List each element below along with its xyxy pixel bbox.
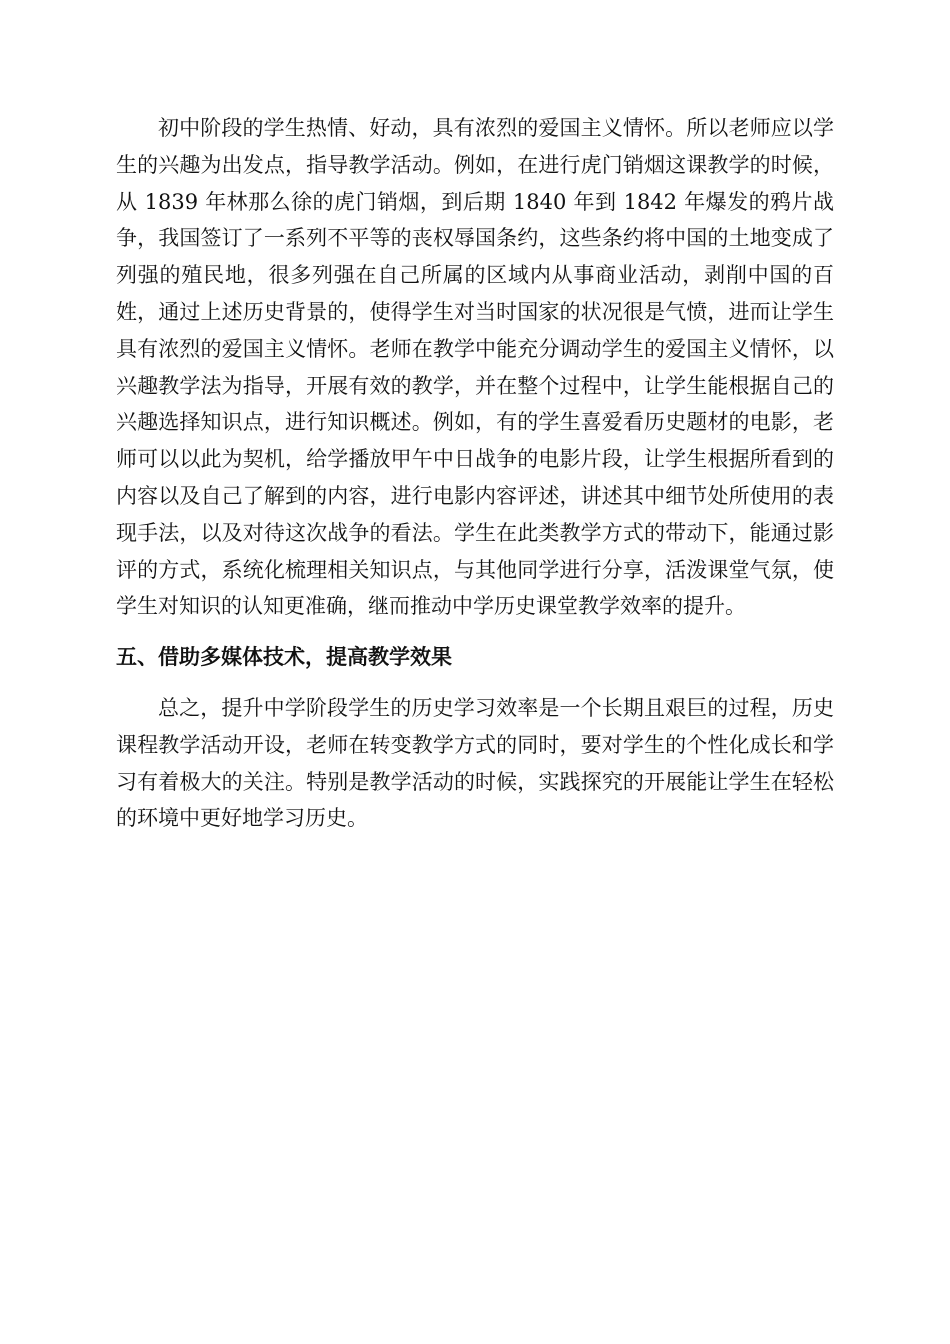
document-body [116,110,834,837]
body-paragraph-1: 初中阶段的学生热情、好动，具有浓烈的爱国主义情怀。所以老师应以学生的兴趣为出发点，指导教学活动。例如，在进行虎门销烟这课教学的时候，从 1839 年林那么徐的虎门销烟，到后期 1840 年到 1842 年爆发的鸦片战争，我国签订了一系列不平等的丧权辱国条约，这些条约将中国的土地变成了列强的殖民地，很多列强在自己所属的区域内从事商业活动，剥削中国的百姓，通过上述历史背景的，使得学生对当时国家的状况很是气愤，进而让学生具有浓烈的爱国主义情怀。老师在教学中能充分调动学生的爱国主义情怀，以兴趣教学法为指导，开展有效的教学，并在整个过程中，让学生能根据自己的兴趣选择知识点，进行知识概述。例如，有的学生喜爱看历史题材的电影，老师可以以此为契机，给学播放甲午中日战争的电影片段，让学生根据所看到的内容以及自己了解到的内容，进行电影内容评述，讲述其中细节处所使用的表现手法，以及对待这次战争的看法。学生在此类教学方式的带动下，能通过影评的方式，系统化梳理相关知识点，与其他同学进行分享，活泼课堂气氛，使学生对知识的认知更准确，继而推动中学历史课堂教学效率的提升。 [116,116,834,619]
body-paragraph-2: 总之，提升中学阶段学生的历史学习效率是一个长期且艰巨的过程，历史课程教学活动开设，老师在转变教学方式的同时，要对学生的个性化成长和学习有着极大的关注。特别是教学活动的时候，实践探究的开展能让学生在轻松的环境中更好地学习历史。 [116,695,834,831]
section-heading: 五、借助多媒体技术，提高教学效果 [116,645,452,670]
